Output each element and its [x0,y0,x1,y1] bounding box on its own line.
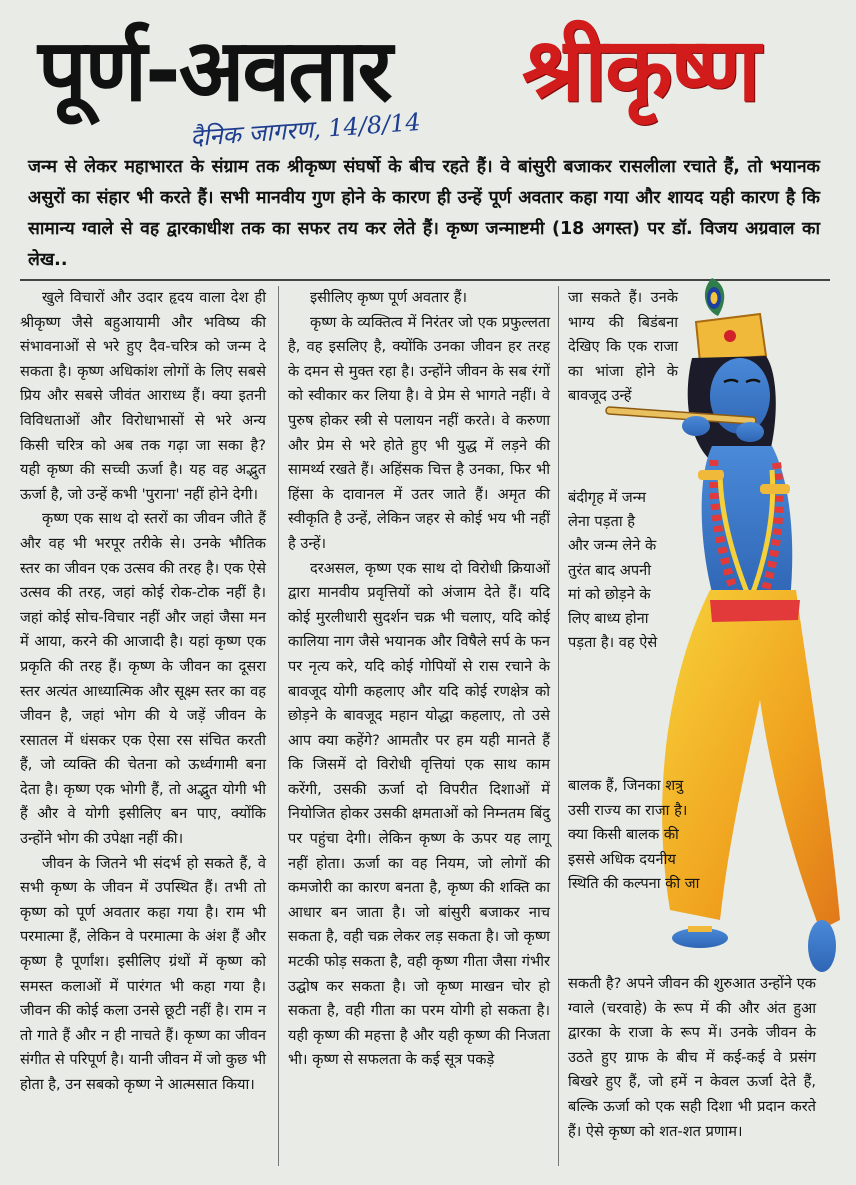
headline-main: पूर्ण-अवतार [38,21,391,121]
article-column-3-bottom [568,972,816,1144]
paragraph: जीवन के जितने भी संदर्भ हो सकते हैं, वे सभी कृष्ण के जीवन में उपस्थित हैं। तभी तो कृष्ण को पूर्ण अवतार कहा गया है। राम भी परमात्मा हैं, लेकिन वे परमात्मा के अंश हैं और कृष्ण है पूर्णांश। इसीलिए ग्रंथों में कृष्ण को समस्त कलाओं में पारंगत भी कहा गया है। जीवन की कोई कला उनसे छूटी नहीं है। राम न तो गाते हैं और न ही नाचते हैं। कृष्ण का जीवन संगीत से परिपूर्ण है। यानी जीवन में जो कुछ भी होता है, उन सबको कृष्ण ने आत्मसात किया। [20,854,266,1093]
paragraph: सकती है? अपने जीवन की शुरुआत उन्होंने एक ग्वाले (चरवाहे) के रूप में की और अंत हुआ द्वारका के राजा के रूप में। उनके जीवन के उठते हुए ग्राफ के बीच में कई-कई वे प्रसंग बिखरे हुए हैं, जो हमें न केवल ऊर्जा देते हैं, बल्कि ऊर्जा को एक सही दिशा भी प्रदान करते हैं। ऐसे कृष्ण को शत-शत प्रणाम। [568,975,816,1140]
peacock-feather-icon [705,278,724,316]
column-separator [278,286,279,1166]
handwritten-date-note: दैनिक जागरण, 14/8/14 [189,107,422,153]
column-separator [558,286,559,1166]
paragraph: कृष्ण के व्यक्तित्व में निरंतर जो एक प्रफुल्लता है, वह इसलिए है, क्योंकि उनका जीवन हर तरह के दमन से मुक्त रहा है। उन्होंने जीवन के सब रंगों को स्वीकार कर लिया है। वे प्रेम से भागते नहीं। वे पुरुष होकर स्त्री से पलायन नहीं करते। वे करुणा और प्रेम से भरे होते हुए भी युद्ध में लड़ने की सामर्थ्य रखते हैं। अहिंसक चित्त है उनका, फिर भी हिंसा के दावानल में उतर जाते हैं। अमृत की स्वीकृति है उन्हें, लेकिन जहर से कोई भय भी नहीं है उन्हें। [288,313,550,552]
headline-accent: श्रीकृष्ण [522,18,759,121]
paragraph: दरअसल, कृष्ण एक साथ दो विरोधी क्रियाओं द्वारा मानवीय प्रवृत्तियों को अंजाम देते हैं। यदि कोई मुरलीधारी सुदर्शन चक्र भी चलाए, यदि कोई कालिया नाग जैसे भयानक और विषैले सर्प के फन पर नृत्य करे, यदि कोई गोपियों से रास रचाने के बावजूद योगी कहलाए और यदि कोई रणक्षेत्र को छोड़ने के बावजूद महान योद्धा कहलाए, तो उसे आप क्या कहेंगे? आमतौर पर हम यही मानते हैं कि जिसमें दो विरोधी वृत्तियां एक साथ काम करेंगी, उसकी ऊर्जा दो विपरीत दिशाओं में नियोजित होकर उसकी क्षमताओं को निम्नतम बिंदु पर पहुंचा देगी। लेकिन कृष्ण के ऊपर यह लागू नहीं होता। ऊर्जा का वह नियम, जो लोगों की कमजोरी का कारण बनता है, कृष्ण की शक्ति का आधार बन जाता है। जो बांसुरी बजाकर नाच सकता है, वही चक्र लेकर लड़ सकता है। जो कृष्ण मटकी फोड़ सकता है, वही कृष्ण गीता जैसा गंभीर उद्घोष कर सकता है। जो कृष्ण माखन चोर हो सकता है, वही गीता का परम योगी हो सकता है। यही कृष्ण की महत्ता है और यही कृष्ण की निजता भी। कृष्ण से सफलता के कई सूत्र पकड़े [288,559,550,1069]
paragraph: बालक हैं, जिनका शत्रु उसी राज्य का राजा है। क्या किसी बालक की इससे अधिक दयनीय स्थिति की कल्पना की जा [568,777,700,893]
article-column-1 [20,286,266,1098]
paragraph: कृष्ण एक साथ दो स्तरों का जीवन जीते हैं और वह भी भरपूर तरीके से। उनके भौतिक स्तर का जीवन एक उत्सव की तरह है। एक ऐसे उत्सव की तरह, जहां कोई रोक-टोक नहीं है। जहां कोई सोच-विचार नहीं और जहां जैसा मन में आया, करने की आजादी है। यहां कृष्ण एक प्रकृति की तरह हैं। कृष्ण के जीवन का दूसरा स्तर अत्यंत आध्यात्मिक और सूक्ष्म स्तर का वह जीवन है, जहां भोग की ये जड़ें जीवन के रसातल में धंसकर एक ऐसा रस संचित करती हैं, जो व्यक्ति की चेतना को ऊर्ध्वगामी बना देता है। कृष्ण एक भोगी हैं, तो अद्भुत योगी भी हैं और वे योगी इसीलिए बन पाए, क्योंकि उन्होंने भोग की उपेक्षा नहीं की। [20,510,266,848]
article-column-3-lower [568,774,702,897]
article-column-2 [288,286,550,1073]
paragraph: खुले विचारों और उदार हृदय वाला देश ही श्रीकृष्ण जैसे बहुआयामी और भविष्य की संभावनाओं से भरे हुए दैव-चरित्र को जन्म दे सकता है। कृष्ण अधिकांश लोगों के लिए सबसे प्रिय और सबसे जीवंत आराध्य हैं। क्या इतनी विविधताओं और विरोधाभासों से भरे अन्य किसी चरित्र को अब तक गढ़ा जा सका है? यही कृष्ण की सच्ची ऊर्जा है। यह वह अद्भुत ऊर्जा है, जो उन्हें कभी 'पुराना' नहीं होने देगी। [20,289,266,503]
paragraph: जा सकते हैं। उनके भाग्य की बिडंबना देखिए कि एक राजा का भांजा होने के बावजूद उन्हें [568,289,678,405]
paragraph: इसीलिए कृष्ण पूर्ण अवतार हैं। [310,289,468,306]
paragraph: बंदीगृह में जन्म लेना पड़ता है और जन्म लेने के तुरंत बाद अपनी मां को छोड़ने के लिए बाध्य होना पड़ता है। वह ऐसे [568,489,658,652]
intro-paragraph: जन्म से लेकर महाभारत के संग्राम तक श्रीकृष्ण संघर्षो के बीच रहते हैं। वे बांसुरी बजाकर रासलीला रचाते हैं, तो भयानक असुरों का संहार भी करते हैं। सभी मानवीय गुण होने के कारण ही उन्हें पूर्ण अवतार कहा गया और शायद यही कारण है कि सामान्य ग्वाले से वह द्वारकाधीश तक का सफर तय कर लेते हैं। कृष्ण जन्माष्टमी (18 अगस्त) पर डॉ. विजय अग्रवाल का लेख.. [28,157,820,270]
article-column-3-middle [568,486,660,655]
